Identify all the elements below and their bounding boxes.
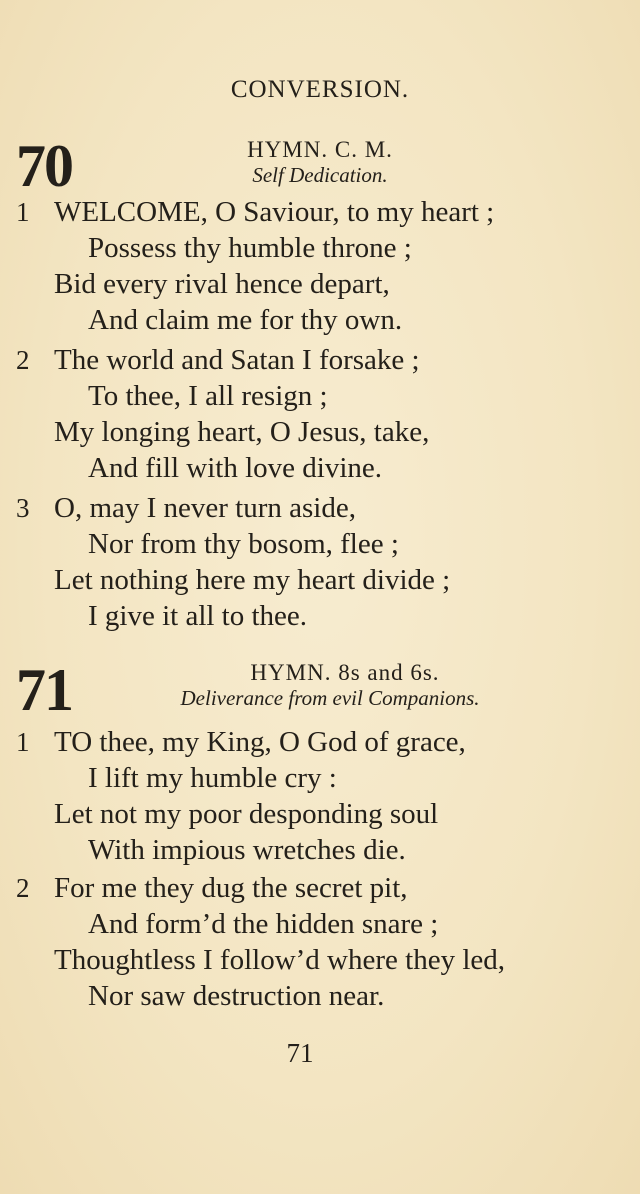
verse-line: To thee, I all resign ;: [88, 380, 328, 412]
verse-line: Nor saw destruction near.: [88, 980, 385, 1012]
hymn-subtitle: Self Dedication.: [252, 163, 388, 187]
verse-line: WELCOME, O Saviour, to my heart ;: [54, 196, 495, 228]
verse-line: O, may I never turn aside,: [54, 492, 356, 524]
hymn-title: HYMN. 8s and 6s.: [250, 660, 440, 685]
hymn-title: HYMN. C. M.: [247, 137, 393, 162]
verse-line: And fill with love divine.: [88, 452, 382, 484]
verse-number: 2: [16, 345, 30, 375]
running-head: CONVERSION.: [230, 76, 410, 103]
verse-line: The world and Satan I forsake ;: [54, 344, 420, 376]
verse-number: 1: [16, 727, 30, 757]
verse-line: And claim me for thy own.: [88, 304, 403, 336]
verse-number: 1: [16, 197, 30, 227]
verse-line: Let not my poor desponding soul: [54, 798, 439, 830]
verse-line: Bid every rival hence depart,: [54, 268, 390, 300]
page-number: 71: [286, 1038, 314, 1068]
hymn-number: 71: [16, 657, 72, 723]
verse-line: Thoughtless I follow’d where they led,: [54, 944, 506, 976]
verse-line: I lift my humble cry :: [88, 762, 337, 794]
verse-number: 2: [16, 873, 30, 903]
verse-line: Possess thy humble throne ;: [88, 232, 412, 264]
verse-line: With impious wretches die.: [88, 834, 406, 866]
verse-number: 3: [16, 493, 30, 523]
verse-line: For me they dug the secret pit,: [54, 872, 408, 904]
hymn-number: 70: [16, 133, 72, 199]
verse-line: My longing heart, O Jesus, take,: [54, 416, 430, 448]
hymn-subtitle: Deliverance from evil Companions.: [180, 686, 480, 710]
verse-line: And form’d the hidden snare ;: [88, 908, 439, 940]
verse-line: Let nothing here my heart divide ;: [54, 564, 451, 596]
verse-line: TO thee, my King, O God of grace,: [54, 726, 466, 758]
verse-line: Nor from thy bosom, flee ;: [88, 528, 399, 560]
verse-line: I give it all to thee.: [88, 600, 308, 632]
